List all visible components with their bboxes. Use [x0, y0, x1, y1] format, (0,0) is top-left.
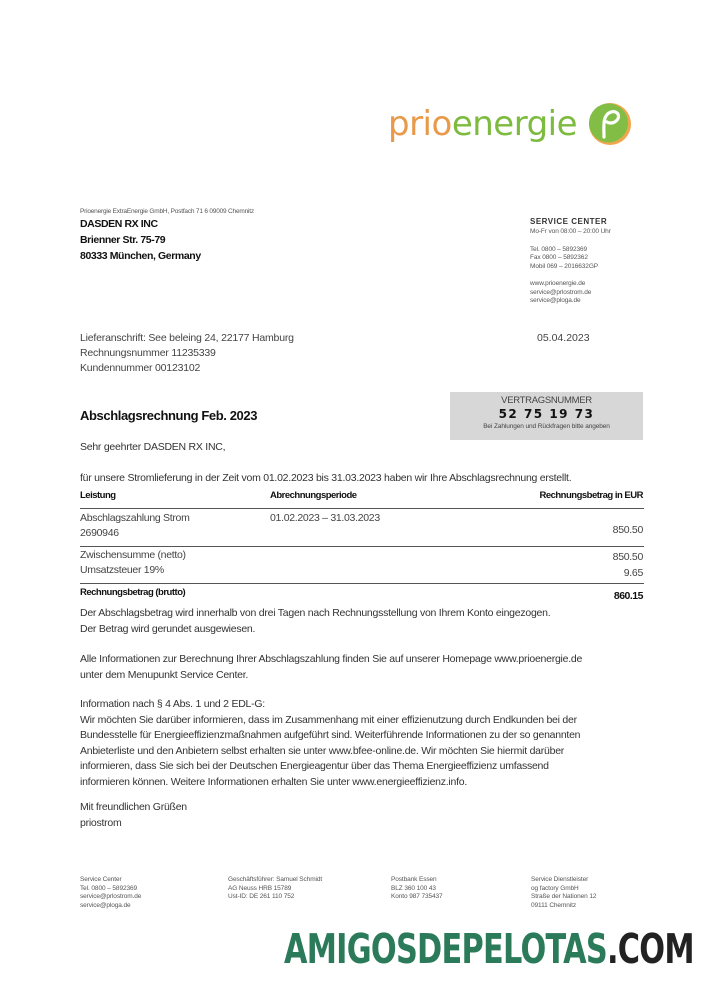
total-value: 860.15 [613, 590, 643, 602]
table-header-period: Abrechnungsperiode [270, 490, 357, 501]
logo-wordmark [388, 104, 578, 144]
contract-number-label: VERTRAGSNUMMER [501, 395, 592, 406]
service-center-block [530, 216, 611, 306]
total-label: Rechnungsbetrag (brutto) [80, 587, 186, 598]
paragraph-line: Alle Informationen zur Berechnung Ihrer Abschlagszahlung finden Sie auf unserer Homepage www.prioenergie.de [80, 653, 583, 665]
invoice-date: 05.04.2023 [537, 332, 590, 344]
contract-number-box [450, 392, 643, 440]
info-paragraph [80, 652, 582, 683]
delivery-address: Lieferanschrift: See beleing 24, 22177 Hamburg [80, 332, 294, 344]
footer-line: Straße der Nationen 12 [531, 893, 597, 900]
row-service-sub: 2690946 [80, 527, 119, 539]
contract-number: 52 75 19 73 [498, 407, 595, 421]
paragraph-line: Information nach § 4 Abs. 1 und 2 EDL-G: [80, 698, 265, 710]
table-divider [80, 583, 644, 584]
footer-line: Service Dienstleister [531, 876, 589, 883]
watermark-dark-text: .COM [607, 925, 694, 973]
paragraph-line: informieren können. Weitere Informationen erhalten Sie unter www.energieeffizienz.info. [80, 775, 468, 788]
row-service: Abschlagszahlung Strom [80, 512, 190, 524]
footer-line: Tel. 0800 – 5892369 [80, 884, 138, 892]
prioenergie-p-logo-icon [587, 101, 633, 147]
table-header-service: Leistung [80, 490, 116, 501]
edlg-paragraph [80, 697, 580, 790]
footer-line: Postbank Essen [391, 876, 437, 883]
footer-line: Service Center [80, 876, 122, 883]
paragraph-line: Der Abschlagsbetrag wird innerhalb von drei Tagen nach Rechnungsstellung von Ihrem Konto eingezogen. [80, 607, 551, 619]
service-web-link[interactable]: www.prioenergie.de [530, 280, 586, 287]
closing [80, 800, 187, 831]
subtotal-label: Zwischensumme (netto) [80, 549, 186, 561]
paragraph-line: Bundesstelle für Energieeffizienzmaßnahmen aufgeführt sind. Weiterführende Informationen zu der so genannten [80, 729, 581, 741]
recipient-city: 80333 München, Germany [80, 250, 201, 262]
footer-bank [391, 876, 443, 902]
logo-energie-text: energie [451, 104, 578, 144]
service-center-title: SERVICE CENTER [530, 217, 608, 226]
service-mobil: Mobil 069 – 2016632GP [530, 262, 599, 270]
footer-company [228, 876, 322, 902]
service-email-2[interactable]: service@ploga.de [530, 297, 581, 304]
row-period: 01.02.2023 – 31.03.2023 [270, 512, 380, 524]
tax-label: Umsatzsteuer 19% [80, 564, 164, 576]
contract-number-note: Bei Zahlungen und Rückfragen bitte angeben [483, 423, 610, 430]
invoice-meta [80, 331, 294, 376]
paragraph-line: Der Betrag wird gerundet ausgewiesen. [80, 622, 256, 635]
table-divider [80, 508, 644, 509]
service-tel: Tel. 0800 – 5892369 [530, 245, 588, 253]
footer-line: Konto 987 735437 [391, 893, 443, 900]
salutation: Sehr geehrter DASDEN RX INC, [80, 441, 226, 453]
intro-text: für unsere Stromlieferung in der Zeit vom 01.02.2023 bis 31.03.2023 haben wir Ihre Abschlagsrechnung erstellt. [80, 472, 572, 484]
paragraph-line: informieren, dass Sie sich bei der Deutschen Energieagentur über das Thema Energieeffizienz umfassend [80, 760, 549, 772]
subtotal-value: 850.50 [612, 551, 643, 563]
table-header-amount: Rechnungsbetrag in EUR [539, 490, 643, 501]
footer-line: og factory GmbH [531, 884, 579, 892]
service-fax: Fax 0800 – 5892362 [530, 254, 588, 261]
recipient-street: Brienner Str. 75-79 [80, 234, 166, 246]
footer-line: service@ploga.de [80, 901, 131, 909]
company-logo [388, 98, 633, 150]
service-hours: Mo-Fr von 08:00 – 20:00 Uhr [530, 228, 611, 235]
watermark [284, 924, 694, 974]
recipient-address [80, 216, 201, 264]
payment-paragraph [80, 606, 550, 637]
footer-line: Geschäftsführer: Samuel Schmidt [228, 876, 323, 883]
paragraph-line: unter dem Menupunkt Service Center. [80, 668, 249, 681]
document-title: Abschlagsrechnung Feb. 2023 [80, 408, 258, 423]
footer-line: service@prlostrom.de [80, 893, 142, 900]
closing-signature: priostrom [80, 816, 122, 829]
row-amount: 850.50 [612, 524, 643, 536]
footer-line: Ust-ID: DE 261 110 752 [228, 893, 295, 900]
invoice-number: Rechnungsnummer 11235339 [80, 347, 216, 359]
customer-number: Kundennummer 00123102 [80, 362, 201, 374]
recipient-name: DASDEN RX INC [80, 218, 158, 230]
footer-line: AG Neuss HRB 15789 [228, 884, 292, 892]
closing-greeting: Mit freundlichen Grüßen [80, 801, 187, 813]
footer-line: 09111 Chemnitz [531, 901, 576, 909]
table-divider [80, 546, 644, 547]
logo-prio-text: prio [388, 104, 452, 144]
tax-value: 9.65 [623, 567, 643, 579]
footer-service-provider [531, 876, 596, 910]
watermark-green-text: AMIGOSDEPELOTAS [284, 925, 608, 973]
footer-service-center [80, 876, 141, 910]
service-email-1[interactable]: service@prlostrom.de [530, 288, 592, 296]
paragraph-line: Wir möchten Sie darüber informieren, dass im Zusammenhang mit einer effizienutzung durch Endkunden bei der [80, 713, 577, 726]
paragraph-line: Anbieterliste und den Anbietern selbst erhalten sie unter www.bfee-online.de. Wir möchten Sie hiermit darüber [80, 744, 565, 757]
footer-line: BLZ 360 100 43 [391, 884, 436, 892]
sender-return-address: Prioenergie ExtraEnergie GmbH, Postfach 71 6 09009 Chemnitz [80, 208, 254, 215]
